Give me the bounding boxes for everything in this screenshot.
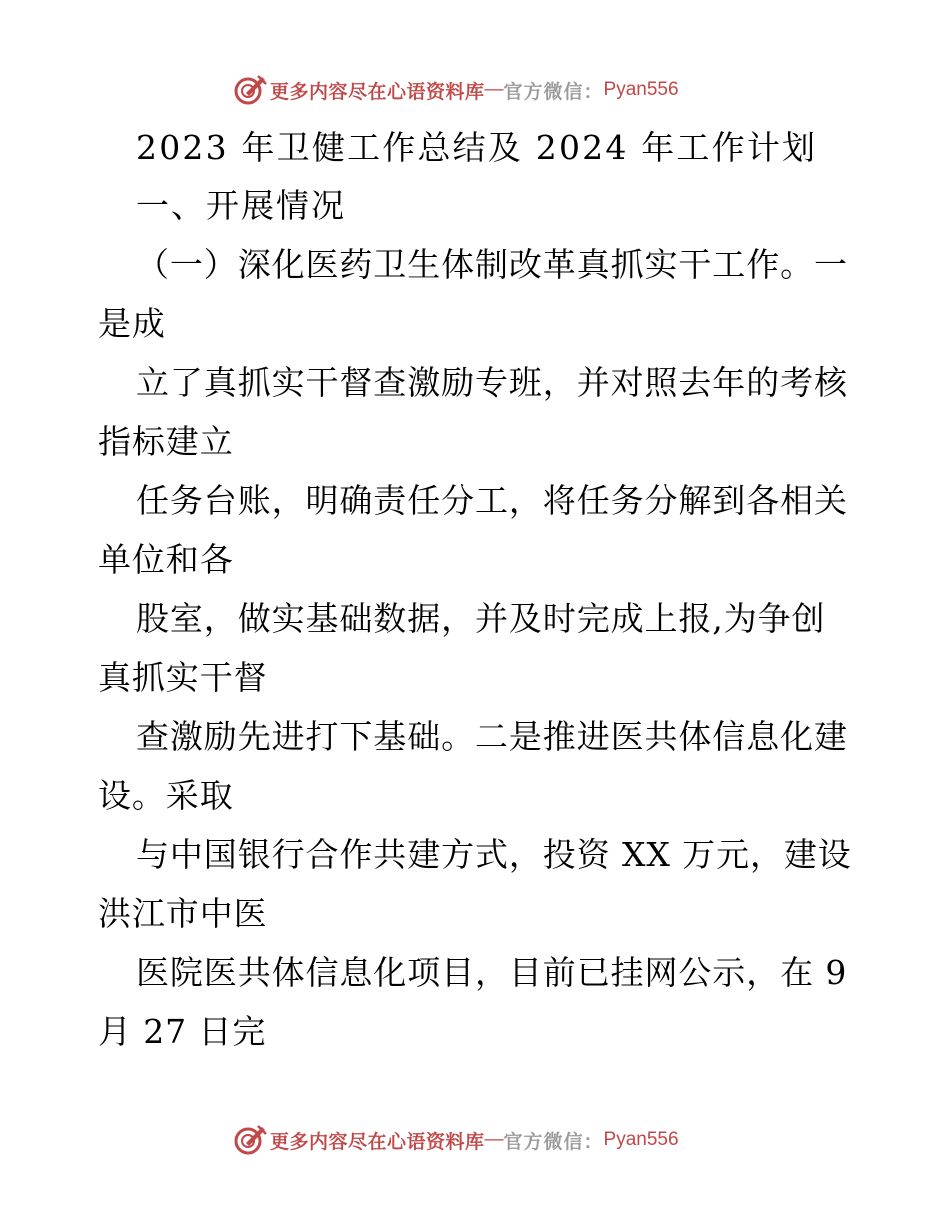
footer-watermark: [232, 1120, 679, 1160]
watermark-text: 更多内容尽在心语资料库: [270, 1130, 485, 1153]
watermark-text: 更多内容尽在心语资料库: [270, 80, 485, 103]
paragraph-line: 与中国银行合作共建方式，投资 XX 万元，建设: [136, 835, 852, 874]
paragraph-line: 真抓实干督: [98, 658, 268, 697]
header-watermark: [232, 70, 679, 110]
watermark-separator: —: [484, 79, 504, 100]
paragraph-line: 指标建立: [98, 422, 234, 461]
seal-logo-icon: [232, 1122, 268, 1158]
paragraph-line: 查激励先进打下基础。二是推进医共体信息化建: [136, 717, 848, 756]
paragraph-line: 月 27 日完: [98, 1012, 267, 1051]
watermark-label: 官方微信：: [503, 1130, 604, 1153]
paragraph-line: 是成: [98, 304, 166, 343]
watermark-label: 官方微信：: [503, 80, 604, 103]
paragraph-line: 立了真抓实干督查激励专班，并对照去年的考核: [136, 363, 848, 402]
watermark-handle: Pyan556: [603, 1129, 679, 1150]
paragraph-line: 单位和各: [98, 540, 234, 579]
document-title: 2023 年卫健工作总结及 2024 年工作计划: [136, 128, 818, 167]
section-heading: 一、开展情况: [136, 186, 346, 225]
watermark-separator: —: [484, 1129, 504, 1150]
paragraph-line: 股室，做实基础数据，并及时完成上报,为争创: [136, 599, 826, 638]
paragraph-line: 任务台账，明确责任分工，将任务分解到各相关: [136, 481, 848, 520]
paragraph-line: 医院医共体信息化项目，目前已挂网公示，在 9: [136, 953, 848, 992]
paragraph-line: 设。采取: [98, 776, 234, 815]
watermark-handle: Pyan556: [603, 79, 679, 100]
seal-logo-icon: [232, 72, 268, 108]
paragraph-line: 洪江市中医: [98, 894, 268, 933]
paragraph-line: （一）深化医药卫生体制改革真抓实干工作。一: [136, 245, 848, 284]
